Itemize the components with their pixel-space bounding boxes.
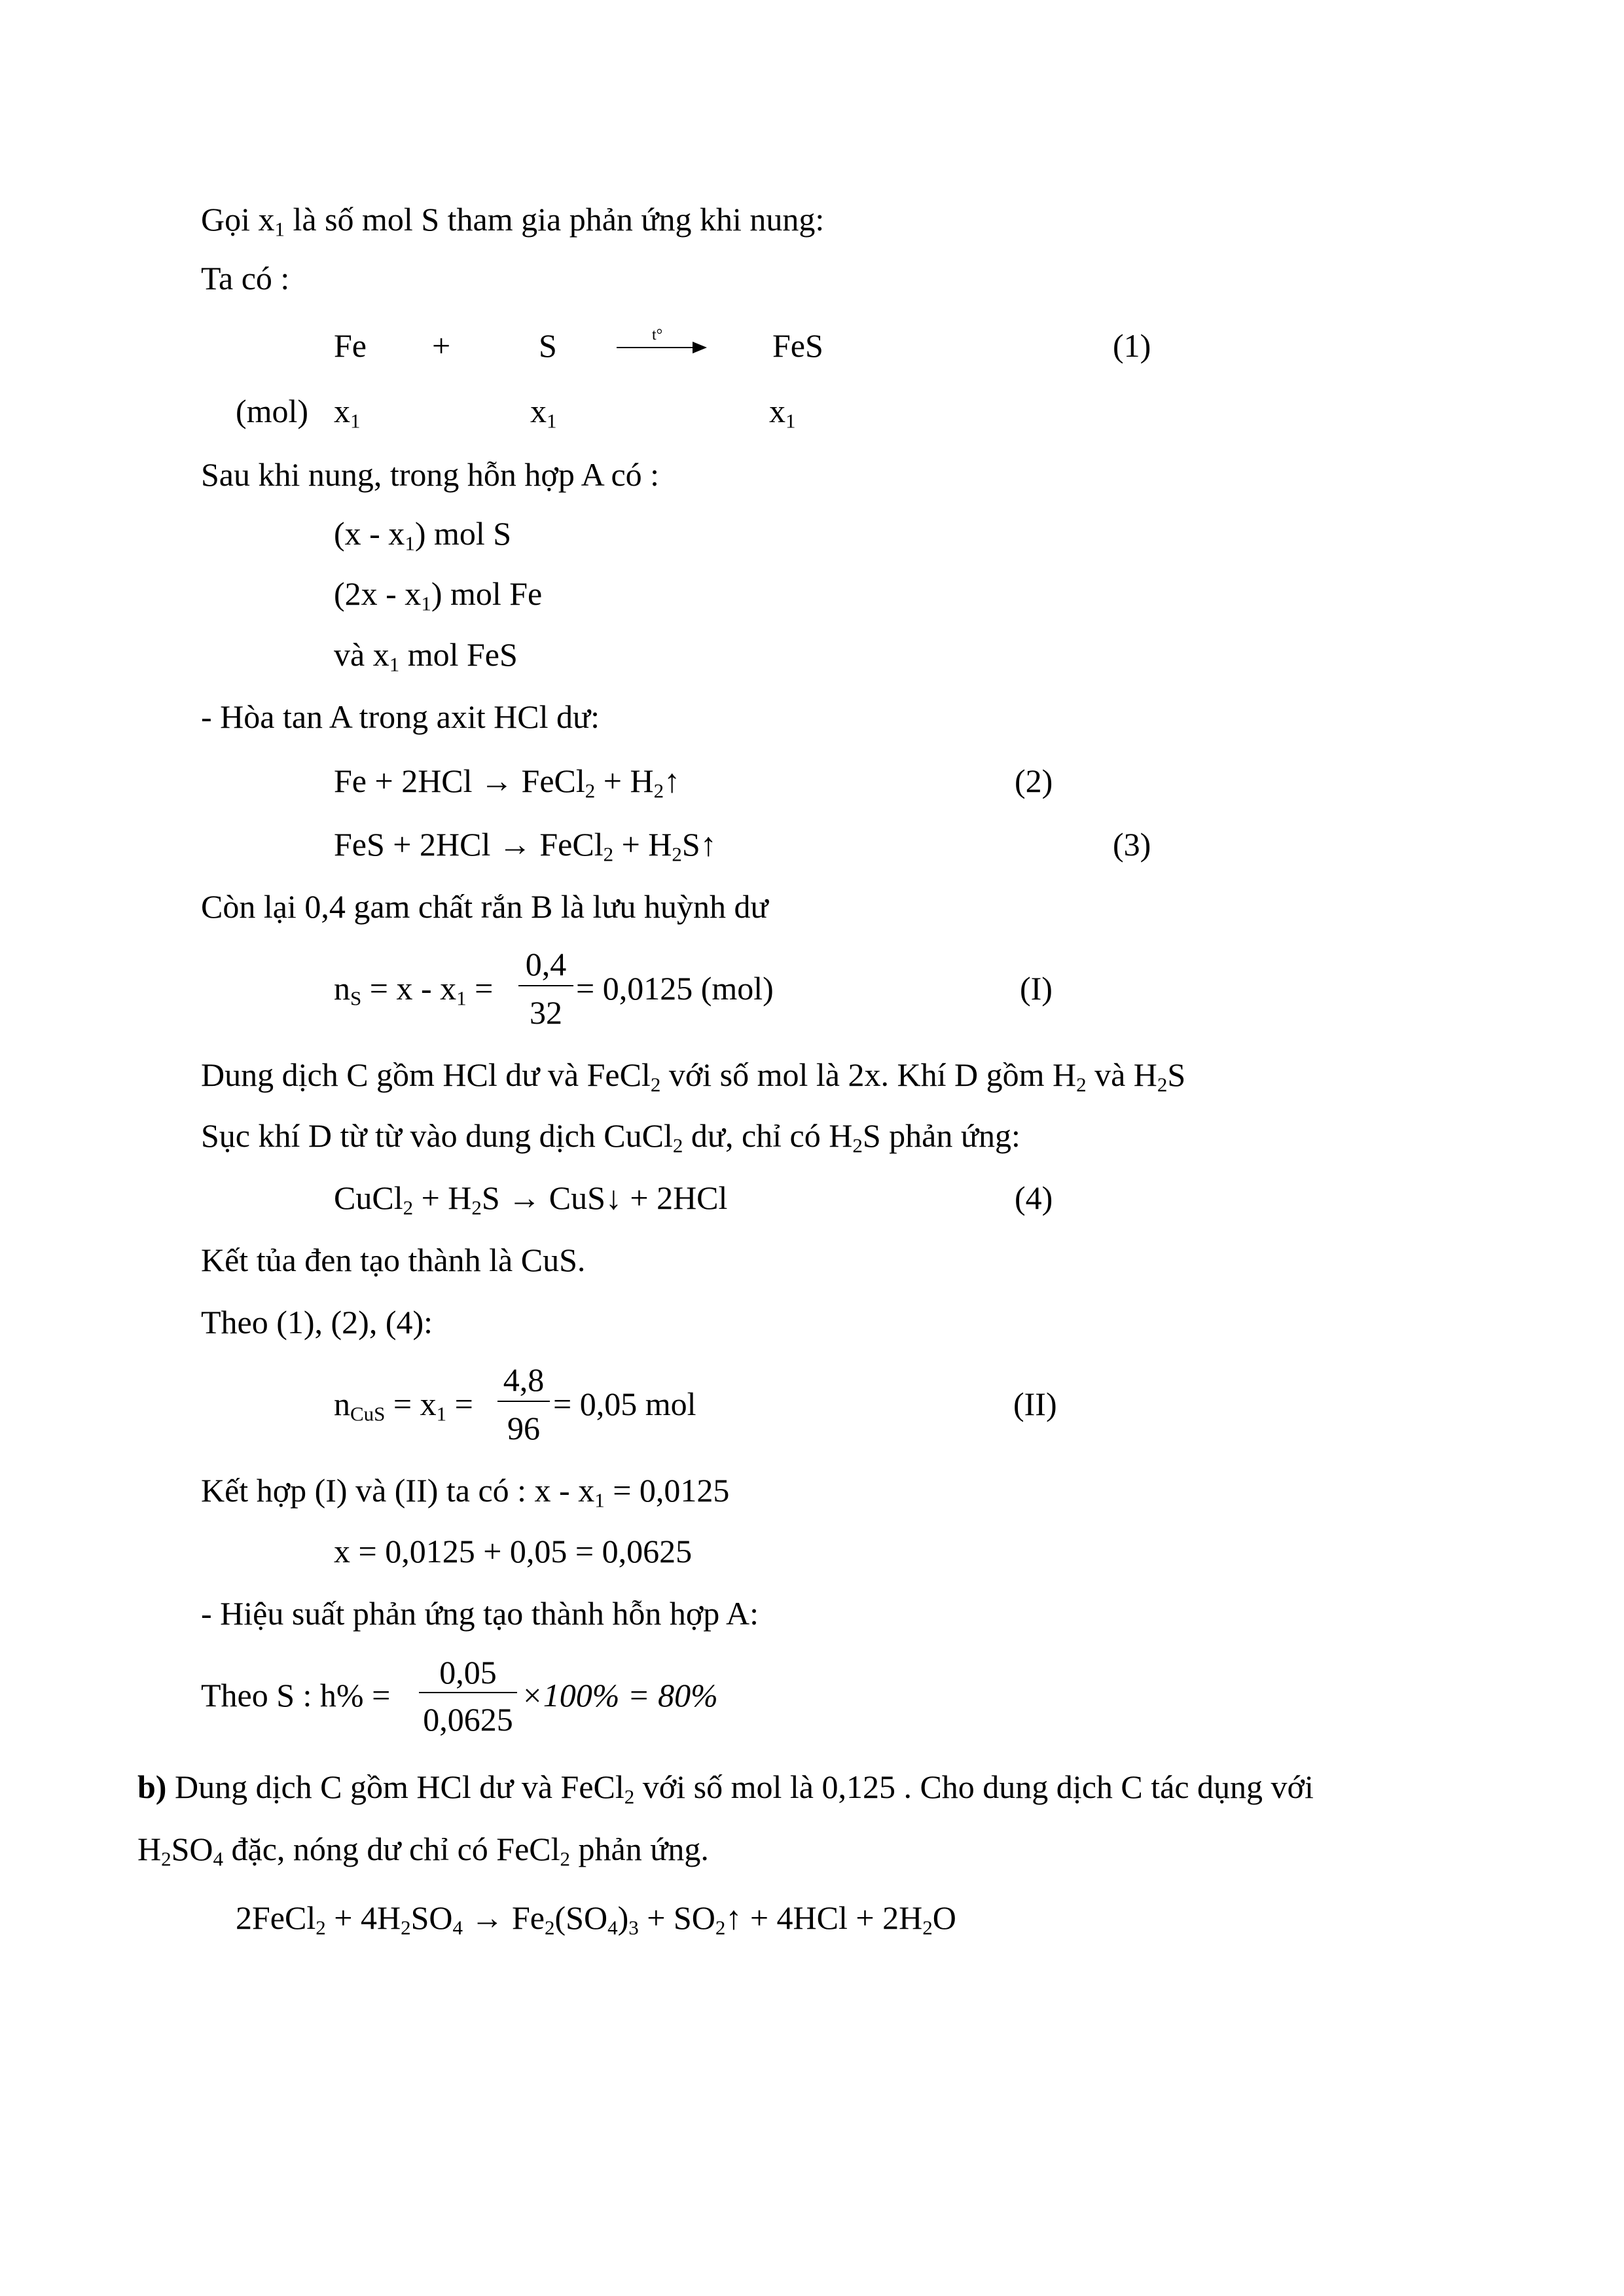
according-line: Theo (1), (2), (4): [201, 1304, 433, 1340]
eq1-tag: (I) [1020, 970, 1053, 1007]
eq3-result: ×100% = 80% [521, 1677, 718, 1713]
r1-fes: FeS [772, 327, 823, 364]
eq3-fraction-bar [419, 1692, 517, 1693]
eq1-result: = 0,0125 (mol) [576, 970, 774, 1007]
remaining-solid-line: Còn lại 0,4 gam chất rắn B là lưu huỳnh dư [201, 888, 768, 925]
intro-line: Gọi $x_1$ là số mol S tham gia phản ứng khi nung: [201, 201, 825, 241]
reaction-2: Fe + 2HCl → FeCl$_2$ + $H_2↑$ [334, 762, 681, 802]
r1-condition: t° [652, 327, 663, 344]
bubble-gas-line: Sục khí D từ từ vào dung dịch CuCl$_2$ dư, chỉ có $H_2S$ phản ứng: [201, 1117, 1020, 1157]
reaction-2-number: (2) [1015, 762, 1053, 799]
mol-label: (mol) [236, 393, 309, 429]
precipitate-line: Kết tủa đen tạo thành là CuS. [201, 1242, 586, 1278]
mol-fes: $x_1$ [769, 393, 796, 433]
r1-s: S [539, 327, 557, 364]
reaction-5: 2FeCl$_2$ + $4H_2SO_4 \to Fe_2(SO_4)_3$ + $SO_2↑ + 4HCl + 2H_2O$ [236, 1899, 956, 1939]
eq3-denominator: 0,0625 [423, 1701, 513, 1738]
eq2-fraction-bar [497, 1401, 550, 1402]
r1-arrow-line [617, 347, 695, 348]
eq1-fraction-bar [518, 985, 573, 986]
eq1-numerator: 0,4 [525, 946, 567, 982]
solution-c-line: Dung dịch C gồm HCl dư và FeCl$_2$ với số mol là 2x. Khí D gồm $H_2$ và $H_2S$ [201, 1056, 1186, 1096]
eq2-denominator: 96 [507, 1410, 540, 1446]
reaction-3: FeS + 2HCl → FeCl$_2$ + $H_2S↑$ [334, 826, 717, 866]
mixture-s: $(x - x_1)$ mol S [334, 515, 512, 555]
mixture-fes: và $x_1$ mol FeS [334, 636, 518, 676]
eq1-denominator: 32 [530, 994, 562, 1031]
eq3-numerator: 0,05 [439, 1654, 497, 1691]
eq3-lhs: Theo S : h% = [201, 1677, 391, 1713]
reaction-4: CuCl$_2$ + $H_2S$ → CuS↓ + 2HCl [334, 1179, 728, 1219]
mol-s: $x_1$ [530, 393, 557, 433]
reaction-4-number: (4) [1015, 1179, 1053, 1216]
reaction-3-number: (3) [1113, 826, 1151, 863]
ta-co-line: Ta có : [201, 260, 290, 296]
part-b-line: b) Dung dịch C gồm HCl dư và FeCl$_2$ với số mol là 0,125 . Cho dung dịch C tác dụng với [137, 1768, 1314, 1808]
eq1-lhs: $n_S = x - x_1$ = [334, 970, 494, 1010]
eq2-numerator: 4,8 [503, 1361, 545, 1398]
x-result-line: x = 0,0125 + 0,05 = 0,0625 [334, 1533, 693, 1570]
r1-number: (1) [1113, 327, 1151, 364]
dissolve-line: - Hòa tan A trong axit HCl dư: [201, 698, 600, 735]
r1-fe: Fe [334, 327, 367, 364]
eq2-result: = 0,05 mol [553, 1386, 696, 1422]
part-b-line-2: $H_2SO_4$ đặc, nóng dư chỉ có FeCl$_2$ phản ứng. [137, 1831, 709, 1871]
mixture-fe: $(2x - x_1)$ mol Fe [334, 575, 543, 615]
mol-fe: $x_1$ [334, 393, 361, 433]
part-b-label: b) [137, 1768, 167, 1805]
r1-plus: + [432, 327, 451, 364]
combine-line: Kết hợp (I) và (II) ta có : $x - x_1 = 0,0125$ [201, 1472, 730, 1512]
eq2-lhs: $n_{CuS} = x_1$ = [334, 1386, 473, 1426]
yield-heading: - Hiệu suất phản ứng tạo thành hỗn hợp A: [201, 1595, 759, 1632]
eq2-tag: (II) [1013, 1386, 1057, 1422]
r1-arrow-head-icon [693, 342, 707, 353]
after-heating-line: Sau khi nung, trong hỗn hợp A có : [201, 456, 660, 493]
